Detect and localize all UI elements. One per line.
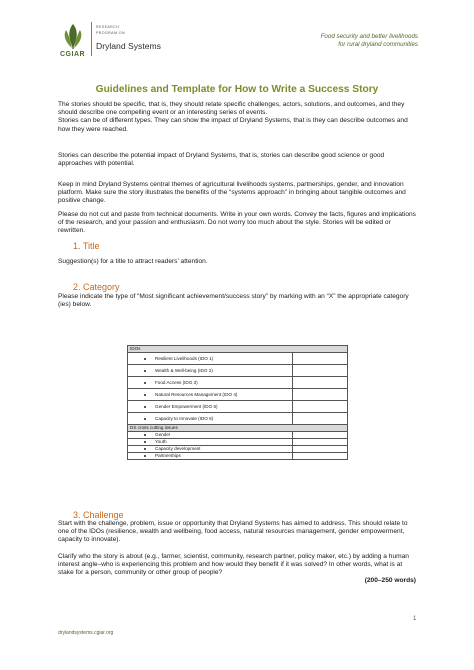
section-heading-challenge: 3. Challenge [73, 510, 124, 520]
table-row [128, 453, 348, 460]
bullet-icon [144, 448, 146, 450]
bullet-icon [144, 406, 146, 408]
page-number: 1 [413, 616, 417, 622]
dryland-systems-logo [60, 20, 170, 60]
cc-item-4: Partnerships [155, 453, 181, 459]
impact-paragraph: Stories can describe the potential impact of Dryland Systems, that is, stories can describe good science or good approaches with potential. [58, 152, 385, 168]
section-heading-category: 2. Category [73, 282, 120, 292]
category-table [127, 345, 348, 460]
ido-item-2: Wealth & Well-being (IDO 2) [155, 367, 213, 373]
ido-item-5: Gender Empowerment (IDO 5) [155, 403, 218, 409]
bullet-icon [144, 358, 146, 360]
footer-url[interactable]: drylandsystems.cgiar.org [58, 630, 114, 636]
table-row [128, 432, 348, 439]
logo-small-line2: PROGRAM ON [96, 31, 125, 35]
style-paragraph: Please do not cut and paste from technical documents. Write in your own words. Convey the facts, figures and implications of the research, and your passion and enthusiasm. Do not worry too much about the style. Stories will be edited or rewritten. [58, 211, 416, 235]
logo-divider [91, 22, 92, 56]
table-row [128, 353, 348, 365]
cc-item-1: Gender [155, 432, 171, 438]
themes-paragraph: Keep in mind Dryland Systems central themes of agricultural livelihoods systems, partnerships, gender, and innovation platform. Make sure the story illustrates the benefits of the “systems approach” in bringing about tangible outcomes and positive change. [58, 181, 406, 205]
challenge-paragraph: Start with the challenge, problem, issue or opportunity that Dryland Systems has aimed to address. This should relate to one of the IDOs (resilience, wealth and wellbeing, food access, natural resources management, gender empowerment, capacity to innovate). [58, 520, 408, 544]
table-row [128, 365, 348, 377]
table-row [128, 389, 348, 401]
cc-item-3: Capacity development [155, 446, 201, 452]
category-mark-cell[interactable] [293, 432, 348, 439]
category-instructions: Please indicate the type of “Most significant achievement/success story” by marking with an “X” the appropriate category (ies) below. [58, 293, 409, 309]
ido-item-6: Capacity to Innovate (IDO 6) [155, 415, 214, 421]
bullet-icon [144, 370, 146, 372]
tagline-line2: for rural dryland communities [338, 40, 418, 48]
cross-cutting-header-cell: DS cross cutting issues [128, 425, 348, 432]
program-name: Dryland Systems [96, 41, 161, 51]
category-mark-cell[interactable] [293, 446, 348, 453]
intro-text-2: Stories can be of different types. They can show the impact of Dryland Systems, that is they can describe outcomes and how they were reached. [58, 117, 408, 133]
category-mark-cell[interactable] [293, 353, 348, 365]
bullet-icon [144, 441, 146, 443]
category-mark-cell[interactable] [293, 365, 348, 377]
category-mark-cell[interactable] [293, 439, 348, 446]
category-mark-cell[interactable] [293, 413, 348, 425]
ido-item-3: Food Access (IDO 3) [155, 379, 198, 385]
title-instructions: Suggestion(s) for a title to attract readers’ attention. [58, 258, 208, 265]
word-count-note: (200–250 words) [364, 577, 416, 584]
document-title: Guidelines and Template for How to Write a Success Story [95, 84, 379, 95]
table-row [128, 401, 348, 413]
category-mark-cell[interactable] [293, 453, 348, 460]
tagline-line1: Food security and better livelihoods [320, 33, 418, 40]
table-row [128, 413, 348, 425]
section-heading-title: 1. Title [73, 241, 100, 251]
ido-item-1: Resilient Livelihoods (IDO 1) [155, 355, 214, 361]
intro-paragraph [58, 101, 416, 134]
category-mark-cell[interactable] [293, 401, 348, 413]
bullet-icon [144, 382, 146, 384]
bullet-icon [144, 455, 146, 457]
ido-item-4: Natural Resources Management (IDO 4) [155, 391, 238, 397]
cc-item-2: Youth [155, 439, 167, 445]
intro-text: The stories should be specific, that is, they should relate specific challenges, actors, solutions, and outcomes, and they should describe one compelling event or an interesting series of events. [58, 101, 405, 117]
bullet-icon [144, 434, 146, 436]
logo-small-line1: RESEARCH [96, 25, 120, 29]
table-row [128, 446, 348, 453]
bullet-icon [144, 418, 146, 420]
cgiar-logo-text: CGIAR [60, 51, 86, 58]
table-row [128, 439, 348, 446]
bullet-icon [144, 394, 146, 396]
human-interest-paragraph: Clarify who the story is about (e.g., farmer, scientist, community, research partner, policy maker, etc.) by adding a human interest angle–who is experiencing this problem and how would they benefit if it was solved? In other words, what is at stake for a person, community or other group of people? [58, 553, 409, 577]
header-tagline [321, 33, 418, 48]
table-row [128, 377, 348, 389]
ido-header-cell: IDOs [128, 346, 348, 353]
category-mark-cell[interactable] [293, 389, 348, 401]
category-mark-cell[interactable] [293, 377, 348, 389]
